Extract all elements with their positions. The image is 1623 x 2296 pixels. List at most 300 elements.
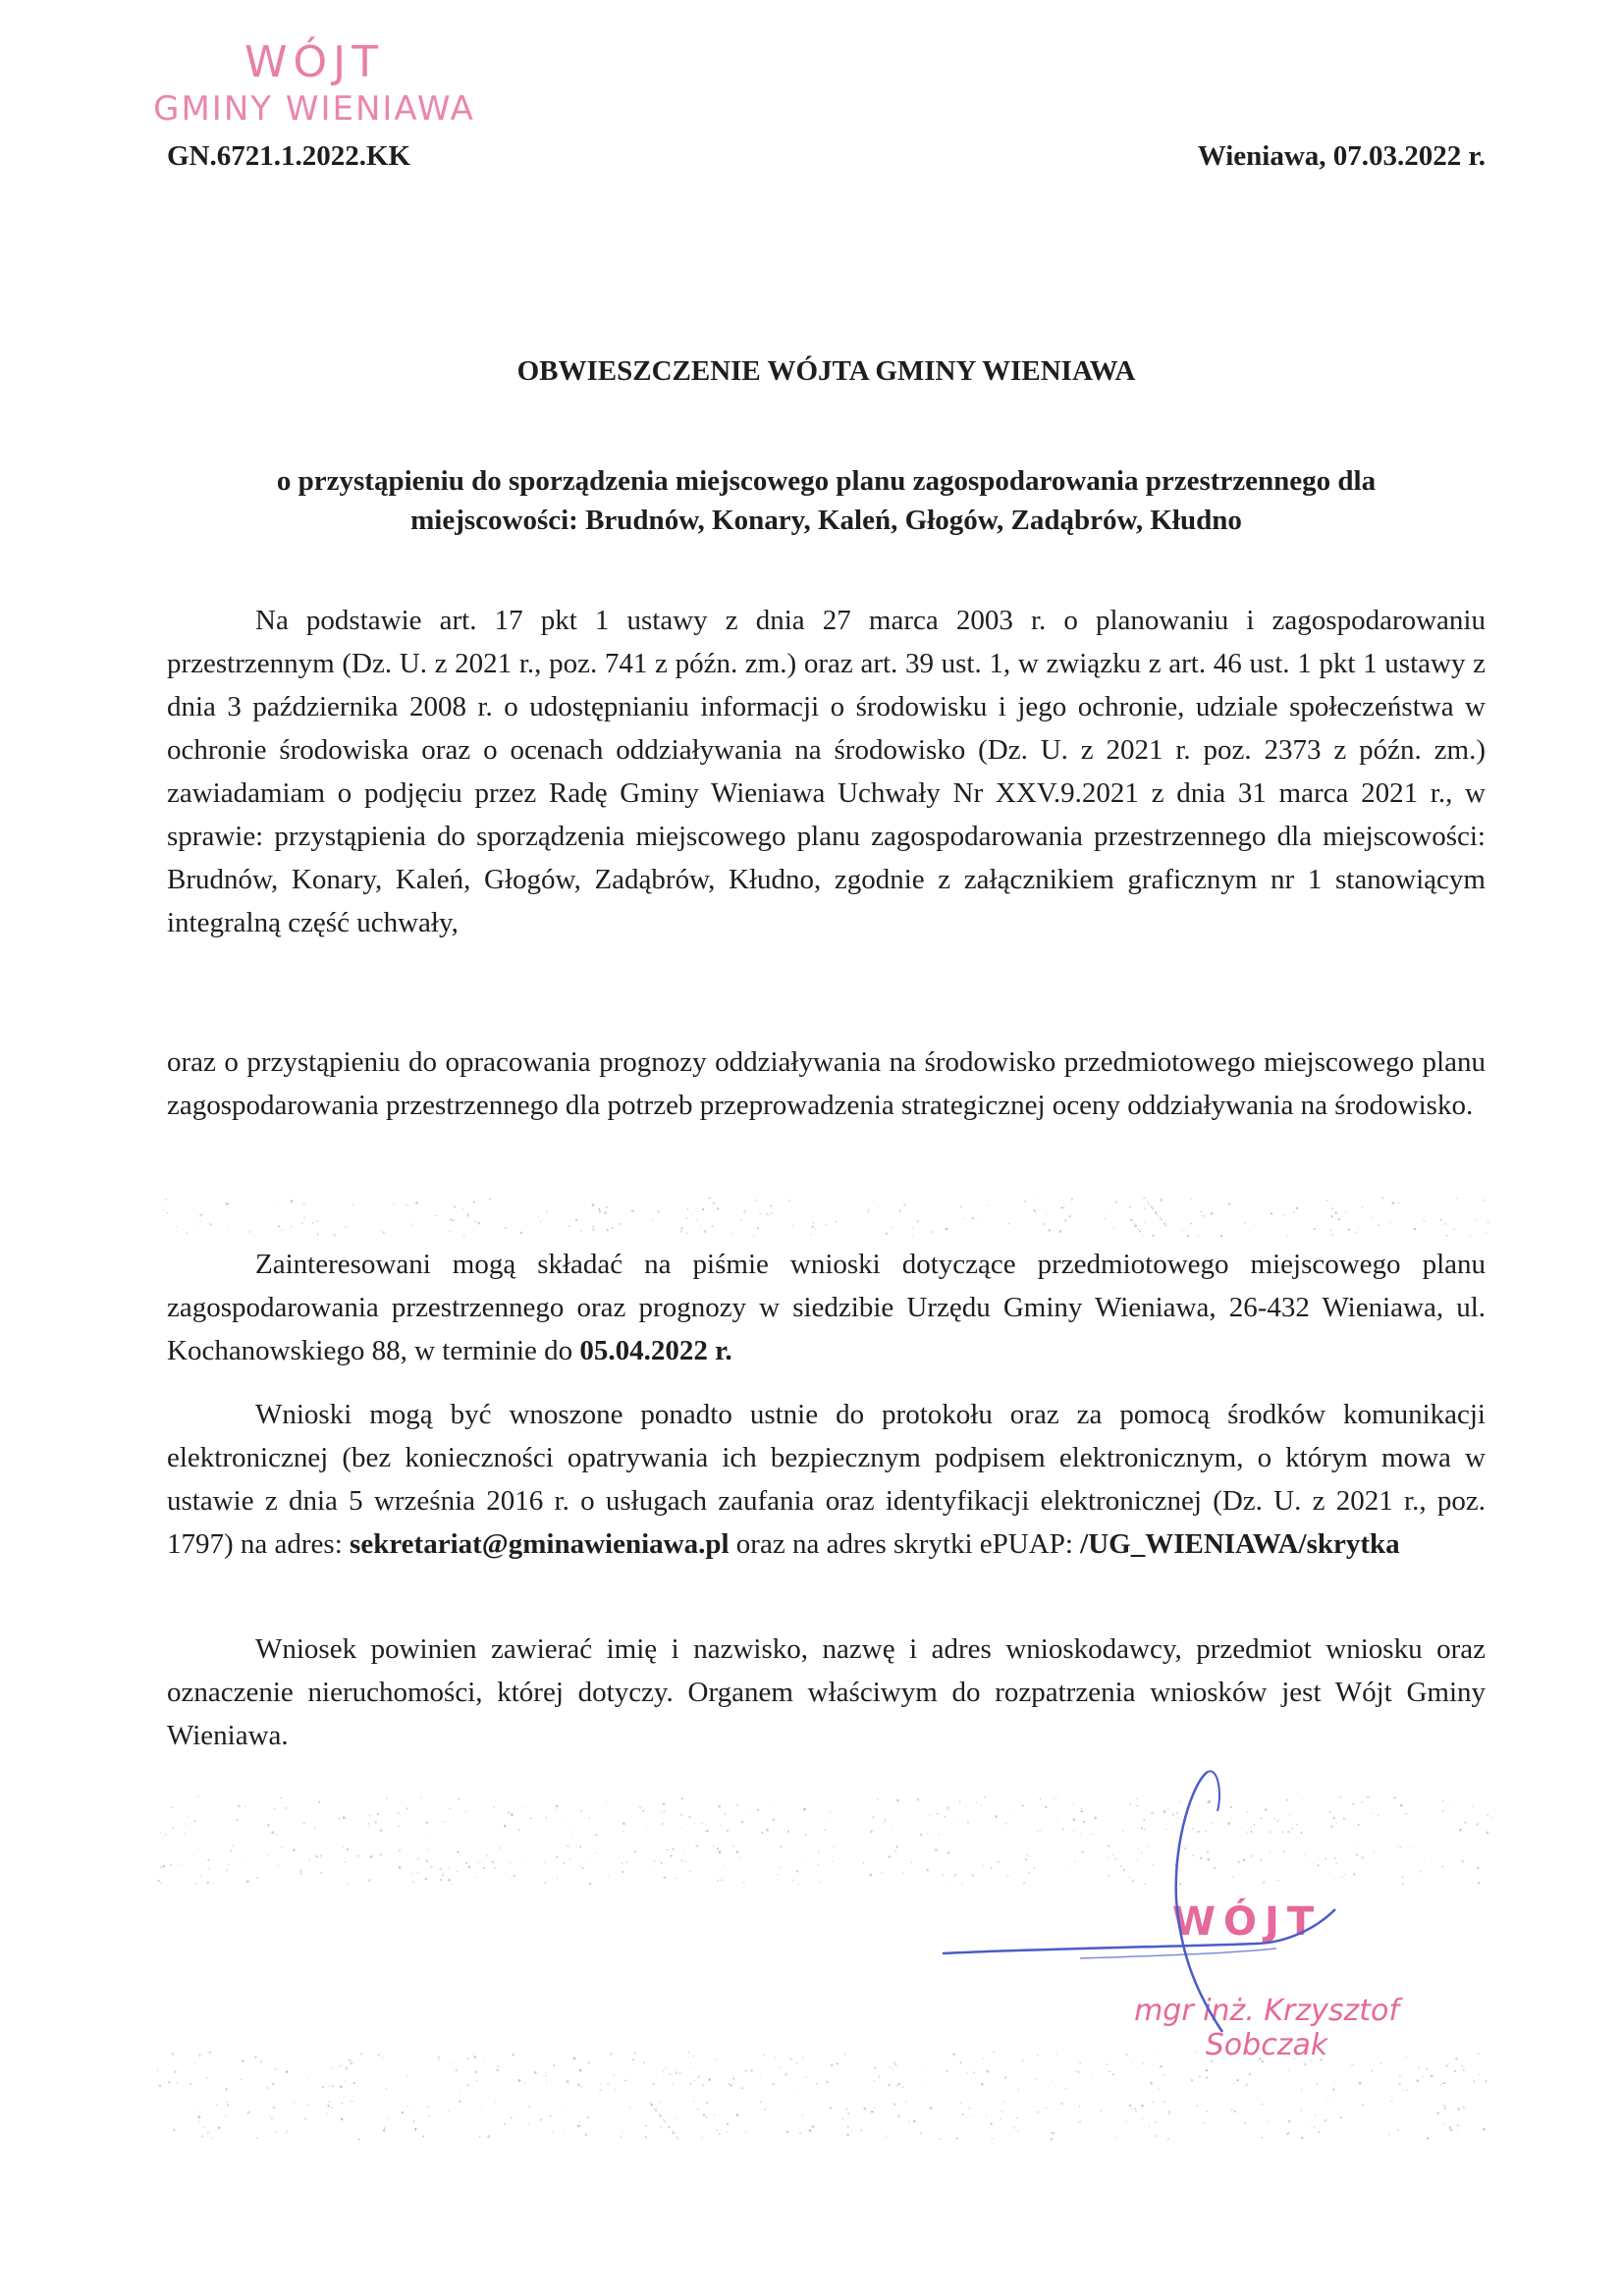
- scan-speck: [1155, 1211, 1158, 1214]
- scan-speck: [1037, 2055, 1038, 2056]
- scan-speck: [577, 2125, 580, 2128]
- scan-speck: [718, 1805, 721, 1808]
- scan-speck: [1168, 2110, 1170, 2112]
- scan-speck: [1362, 2104, 1364, 2106]
- handwritten-signature: [923, 1752, 1414, 2047]
- scan-speck: [352, 1204, 353, 1205]
- scan-speck: [212, 2138, 213, 2139]
- scan-speck: [706, 2102, 708, 2104]
- scan-speck: [796, 1870, 798, 1872]
- scan-speck: [1206, 2077, 1208, 2079]
- scan-speck: [1491, 1816, 1492, 1818]
- scan-speck: [633, 1210, 635, 1212]
- scan-speck: [346, 2067, 348, 2069]
- scan-speck: [711, 1861, 712, 1862]
- scan-speck: [1314, 2127, 1315, 2128]
- scan-speck: [903, 1203, 906, 1206]
- scan-speck: [870, 1874, 873, 1877]
- scan-speck: [465, 1862, 467, 1864]
- scan-speck: [1134, 1223, 1135, 1224]
- scan-speck: [1443, 2108, 1446, 2110]
- scan-speck: [343, 1846, 345, 1848]
- scan-speck: [159, 2084, 161, 2086]
- scan-speck: [1414, 1228, 1416, 1230]
- scan-speck: [835, 1221, 837, 1223]
- scan-speck: [700, 1225, 701, 1226]
- scan-speck: [784, 2073, 787, 2076]
- scan-speck: [664, 1876, 666, 1878]
- scan-speck: [1351, 2063, 1354, 2066]
- scan-speck: [1442, 1800, 1444, 1802]
- scan-speck: [176, 1226, 177, 1227]
- scan-speck: [428, 2115, 430, 2117]
- scan-speck: [1163, 1222, 1165, 1224]
- scan-speck: [1479, 2073, 1481, 2075]
- scan-speck: [600, 2083, 602, 2085]
- scan-speck: [847, 2125, 849, 2127]
- scan-speck: [716, 2058, 718, 2060]
- scan-speck: [1167, 2112, 1169, 2114]
- scan-speck: [284, 2133, 285, 2134]
- scan-speck: [186, 1824, 188, 1826]
- paragraph-requirements: Wniosek powinien zawierać imię i nazwisko, nazwę i adres wnioskodawcy, przedmiot wniosku oraz oznaczenie nieruchomości, której dotyczy. Organem właściwym do rozpatrzenia wniosków jest Wójt Gminy Wieniawa.: [167, 1633, 1486, 1751]
- scan-speck: [1330, 1229, 1332, 1231]
- scan-speck: [473, 2053, 475, 2055]
- scan-speck: [492, 1861, 494, 1863]
- scan-speck: [692, 2101, 694, 2102]
- scan-speck: [333, 1234, 336, 1237]
- scan-speck: [474, 2056, 477, 2058]
- scan-speck: [299, 1872, 301, 1874]
- scan-speck: [870, 1831, 873, 1834]
- scan-speck: [1348, 1228, 1350, 1230]
- scan-speck: [1064, 1219, 1067, 1222]
- scan-speck: [592, 1226, 594, 1228]
- scan-speck: [166, 1212, 167, 1213]
- scan-speck: [993, 2052, 996, 2053]
- scan-speck: [157, 1880, 159, 1882]
- scan-speck: [1129, 2105, 1131, 2107]
- scan-speck: [329, 2101, 331, 2103]
- scan-speck: [556, 1805, 558, 1807]
- scan-speck: [606, 1206, 608, 1208]
- scan-speck: [771, 1212, 773, 1214]
- scan-speck: [1397, 2129, 1399, 2131]
- scan-speck: [1052, 2080, 1053, 2081]
- scan-speck: [1161, 1219, 1163, 1221]
- scan-speck: [655, 2109, 658, 2112]
- scan-speck: [1329, 2102, 1330, 2103]
- scan-speck: [340, 2085, 343, 2088]
- scan-speck: [1129, 1206, 1131, 1208]
- scan-speck: [802, 2114, 804, 2116]
- scan-speck: [352, 2082, 355, 2085]
- scan-speck: [1398, 2083, 1401, 2086]
- scan-speck: [659, 2114, 662, 2117]
- scan-noise: [157, 1198, 1492, 1237]
- scan-speck: [1478, 1882, 1480, 1884]
- scan-speck: [1296, 1207, 1298, 1209]
- scan-speck: [656, 2076, 657, 2077]
- scan-speck: [1130, 1219, 1133, 1222]
- scan-speck: [867, 1211, 869, 1213]
- scan-speck: [634, 1850, 637, 1853]
- scan-speck: [680, 1227, 683, 1230]
- scan-speck: [357, 1854, 359, 1856]
- scan-speck: [410, 1219, 411, 1220]
- scan-speck: [819, 1882, 821, 1884]
- scan-speck: [1436, 2111, 1439, 2114]
- scan-speck: [730, 2084, 732, 2086]
- scan-speck: [339, 2065, 341, 2067]
- scan-speck: [380, 1230, 382, 1232]
- scan-speck: [489, 1199, 491, 1201]
- applications-text: Zainteresowani mogą składać na piśmie wnioski dotyczące przedmiotowego miejscowego planu zagospodarowania przestrzennego oraz prognozy w siedzibie Urzędu Gminy Wieniawa, 26-432 Wieniawa, ul. Kochanowskiego 88, w terminie do: [167, 1249, 1486, 1366]
- scan-speck: [893, 2104, 895, 2106]
- scan-speck: [534, 2072, 535, 2073]
- scan-speck: [931, 1231, 934, 1234]
- header-stamp: [128, 37, 501, 129]
- scan-speck: [326, 2112, 328, 2114]
- scan-speck: [1034, 1198, 1035, 1199]
- scan-speck: [276, 1835, 278, 1836]
- scan-speck: [199, 1220, 201, 1222]
- scan-speck: [462, 1208, 463, 1209]
- scan-speck: [1142, 2119, 1143, 2120]
- scan-speck: [379, 1830, 380, 1831]
- scan-speck: [917, 1220, 919, 1222]
- scan-speck: [420, 2122, 421, 2123]
- scan-speck: [466, 2084, 468, 2086]
- scan-speck: [382, 2056, 384, 2058]
- scan-speck: [420, 1796, 422, 1798]
- scan-speck: [830, 2107, 832, 2109]
- scan-speck: [388, 2117, 390, 2119]
- scan-speck: [1149, 2125, 1150, 2126]
- scan-speck: [946, 1228, 948, 1231]
- scan-speck: [739, 1857, 740, 1858]
- scan-speck: [1454, 2070, 1456, 2072]
- scan-speck: [417, 1872, 418, 1873]
- scan-speck: [759, 1213, 761, 1215]
- scan-speck: [872, 1200, 873, 1201]
- scan-speck: [799, 2132, 801, 2134]
- scan-speck: [1144, 1207, 1146, 1209]
- scan-speck: [1199, 2075, 1201, 2077]
- scan-speck: [1163, 2074, 1165, 2076]
- scan-speck: [826, 1224, 827, 1225]
- scan-speck: [443, 1872, 444, 1873]
- scan-speck: [163, 1209, 164, 1210]
- scan-speck: [184, 1833, 186, 1835]
- scan-speck: [1314, 1228, 1316, 1230]
- scan-speck: [676, 2117, 677, 2118]
- scan-speck: [705, 1825, 706, 1826]
- scan-speck: [160, 1882, 162, 1884]
- scan-speck: [479, 2136, 480, 2137]
- scan-speck: [952, 2054, 954, 2056]
- scan-speck: [427, 1848, 428, 1849]
- scan-speck: [360, 2054, 362, 2056]
- scan-speck: [550, 2115, 552, 2117]
- scan-speck: [729, 2083, 730, 2085]
- scan-speck: [218, 2126, 221, 2129]
- scan-speck: [256, 1877, 258, 1879]
- scan-speck: [1417, 2080, 1420, 2083]
- scan-speck: [888, 1855, 891, 1858]
- scan-speck: [1024, 1201, 1026, 1202]
- scan-speck: [917, 1798, 919, 1800]
- scan-speck: [863, 1862, 864, 1863]
- scan-speck: [291, 1200, 294, 1202]
- scan-speck: [281, 1846, 283, 1848]
- scan-speck: [318, 1801, 320, 1803]
- scan-speck: [236, 1819, 239, 1822]
- scan-speck: [294, 2102, 296, 2104]
- scan-speck: [483, 1867, 486, 1870]
- scan-speck: [1440, 1219, 1442, 1221]
- scan-speck: [703, 2113, 706, 2116]
- scan-speck: [505, 1226, 508, 1229]
- epuap-address: /UG_WIENIAWA/skrytka: [1080, 1528, 1400, 1560]
- scan-speck: [477, 1861, 478, 1862]
- scan-speck: [438, 2056, 440, 2057]
- scan-speck: [930, 2107, 933, 2109]
- scan-speck: [383, 2129, 386, 2132]
- scan-speck: [697, 2075, 700, 2078]
- scan-speck: [1198, 1235, 1199, 1236]
- scan-speck: [460, 1855, 461, 1856]
- scan-speck: [213, 1883, 214, 1884]
- scan-speck: [645, 2125, 647, 2127]
- scan-speck: [1043, 1223, 1046, 1226]
- scan-speck: [483, 2060, 484, 2061]
- scan-speck: [1022, 2059, 1024, 2061]
- scan-speck: [676, 2070, 677, 2071]
- scan-speck: [1125, 2121, 1126, 2122]
- scan-speck: [1334, 1211, 1337, 1214]
- scan-speck: [678, 2072, 680, 2074]
- scan-speck: [520, 1861, 521, 1862]
- scan-speck: [643, 2061, 645, 2063]
- scan-speck: [1048, 1229, 1051, 1232]
- scan-speck: [676, 2072, 677, 2074]
- scan-speck: [661, 1862, 663, 1864]
- scan-speck: [769, 1214, 770, 1215]
- scan-speck: [899, 1211, 900, 1212]
- scan-speck: [168, 2081, 170, 2083]
- scan-speck: [316, 1220, 318, 1222]
- scan-speck: [646, 1826, 647, 1827]
- scan-speck: [599, 2089, 601, 2091]
- scan-speck: [567, 1845, 569, 1846]
- scan-speck: [1301, 2109, 1303, 2111]
- scan-speck: [431, 1867, 433, 1869]
- scan-speck: [476, 2080, 477, 2081]
- scan-speck: [450, 2062, 451, 2063]
- scan-speck: [342, 2064, 343, 2065]
- scan-speck: [207, 1859, 209, 1861]
- scan-speck: [598, 1208, 600, 1210]
- scan-speck: [511, 1813, 514, 1816]
- scan-speck: [960, 2102, 962, 2104]
- scan-speck: [579, 1866, 580, 1867]
- scan-speck: [1061, 1206, 1063, 1208]
- scan-speck: [846, 2133, 849, 2136]
- scan-speck: [342, 2103, 344, 2105]
- scan-speck: [1063, 1202, 1064, 1203]
- scan-speck: [1051, 2132, 1052, 2133]
- scan-speck: [504, 2123, 506, 2125]
- scan-speck: [287, 2130, 289, 2132]
- scan-speck: [1233, 2110, 1235, 2112]
- scan-speck: [732, 1845, 734, 1847]
- scan-speck: [580, 1230, 582, 1232]
- scan-speck: [345, 1862, 346, 1863]
- scan-speck: [757, 1809, 759, 1811]
- scan-speck: [968, 2108, 970, 2109]
- scan-speck: [417, 1857, 419, 1859]
- scan-speck: [613, 2074, 615, 2076]
- scan-speck: [349, 2059, 351, 2061]
- scan-speck: [733, 2083, 734, 2084]
- scan-speck: [271, 2117, 273, 2119]
- scan-speck: [587, 2061, 590, 2064]
- scan-speck: [1155, 2135, 1158, 2138]
- scan-speck: [260, 2129, 261, 2130]
- scan-speck: [201, 2135, 203, 2137]
- scan-speck: [1196, 2105, 1198, 2107]
- scan-speck: [1016, 2117, 1018, 2119]
- scan-speck: [1105, 1218, 1107, 1220]
- scan-speck: [508, 1811, 510, 1813]
- scan-speck: [1456, 2130, 1457, 2131]
- scan-speck: [448, 1879, 451, 1882]
- scan-speck: [1155, 2121, 1157, 2123]
- scan-speck: [244, 1805, 246, 1807]
- scan-speck: [1455, 2057, 1457, 2059]
- scan-speck: [537, 1216, 538, 1217]
- scan-speck: [577, 2083, 580, 2086]
- scan-speck: [717, 1847, 719, 1849]
- scan-speck: [1143, 1198, 1145, 1199]
- scan-speck: [672, 2084, 673, 2085]
- scan-speck: [1059, 1230, 1062, 1233]
- scan-speck: [1345, 1211, 1347, 1213]
- scan-speck: [610, 2054, 612, 2056]
- scan-speck: [386, 2088, 387, 2089]
- scan-speck: [1442, 2083, 1443, 2084]
- scan-speck: [832, 1861, 833, 1862]
- scan-speck: [198, 2054, 201, 2056]
- scan-speck: [216, 2105, 217, 2106]
- scan-speck: [632, 2058, 634, 2060]
- scan-speck: [426, 1859, 428, 1861]
- scan-speck: [868, 1209, 870, 1211]
- scan-speck: [693, 2056, 695, 2057]
- scan-speck: [427, 2106, 429, 2108]
- scan-speck: [717, 1880, 719, 1882]
- scan-speck: [622, 1831, 623, 1832]
- scan-speck: [667, 1849, 669, 1851]
- scan-speck: [227, 2105, 229, 2107]
- scan-speck: [629, 2107, 631, 2109]
- scan-speck: [412, 1873, 413, 1874]
- scan-speck: [1001, 2110, 1002, 2112]
- scan-speck: [307, 2077, 308, 2078]
- scan-speck: [524, 2083, 525, 2084]
- scan-speck: [553, 2064, 555, 2066]
- scan-speck: [530, 1817, 532, 1819]
- scan-speck: [275, 2068, 277, 2070]
- scan-speck: [1138, 2067, 1139, 2068]
- scan-speck: [1286, 1236, 1287, 1237]
- scan-speck: [1113, 1227, 1115, 1229]
- scan-speck: [189, 2083, 191, 2085]
- scan-speck: [350, 2062, 352, 2065]
- scan-speck: [1107, 2063, 1109, 2065]
- scan-speck: [721, 1826, 722, 1827]
- scan-speck: [308, 2105, 309, 2106]
- scan-speck: [693, 2080, 694, 2081]
- scan-speck: [663, 2070, 664, 2071]
- scan-speck: [280, 1229, 281, 1230]
- scan-speck: [1325, 1200, 1327, 1201]
- scan-speck: [1488, 1221, 1489, 1223]
- scan-speck: [622, 1871, 623, 1873]
- scan-speck: [267, 1855, 268, 1856]
- scan-speck: [811, 1226, 813, 1228]
- scan-speck: [645, 2136, 647, 2138]
- scan-speck: [438, 2057, 440, 2059]
- scan-speck: [1473, 2080, 1475, 2082]
- scan-speck: [431, 1865, 433, 1867]
- scan-speck: [518, 1829, 520, 1831]
- scan-speck: [512, 2054, 514, 2056]
- scan-speck: [1046, 2108, 1047, 2109]
- scan-speck: [979, 1223, 980, 1224]
- scan-speck: [851, 2131, 852, 2132]
- scan-speck: [670, 1855, 672, 1857]
- scan-speck: [203, 2126, 205, 2128]
- scan-speck: [826, 2081, 829, 2084]
- scan-speck: [704, 1230, 707, 1233]
- scan-speck: [193, 1820, 195, 1822]
- scan-speck: [1462, 2065, 1464, 2067]
- scan-speck: [653, 2083, 655, 2085]
- scan-speck: [1446, 1235, 1448, 1237]
- scan-speck: [772, 1818, 775, 1821]
- scan-speck: [575, 1219, 577, 1221]
- scan-speck: [1018, 2089, 1019, 2090]
- scan-speck: [662, 1823, 664, 1825]
- scan-speck: [545, 2075, 546, 2076]
- scan-speck: [611, 1227, 613, 1229]
- scan-speck: [1236, 2079, 1238, 2081]
- scan-speck: [511, 1225, 513, 1227]
- scan-speck: [661, 1813, 663, 1815]
- scan-speck: [810, 1234, 812, 1236]
- scan-speck: [545, 1817, 547, 1819]
- scan-speck: [303, 1216, 305, 1218]
- scan-speck: [606, 1800, 607, 1801]
- scan-speck: [884, 1821, 886, 1823]
- scan-speck: [443, 1821, 445, 1823]
- scan-speck: [579, 1845, 581, 1847]
- scan-speck: [494, 1806, 495, 1807]
- scan-speck: [1424, 1220, 1425, 1221]
- scan-speck: [228, 1227, 229, 1228]
